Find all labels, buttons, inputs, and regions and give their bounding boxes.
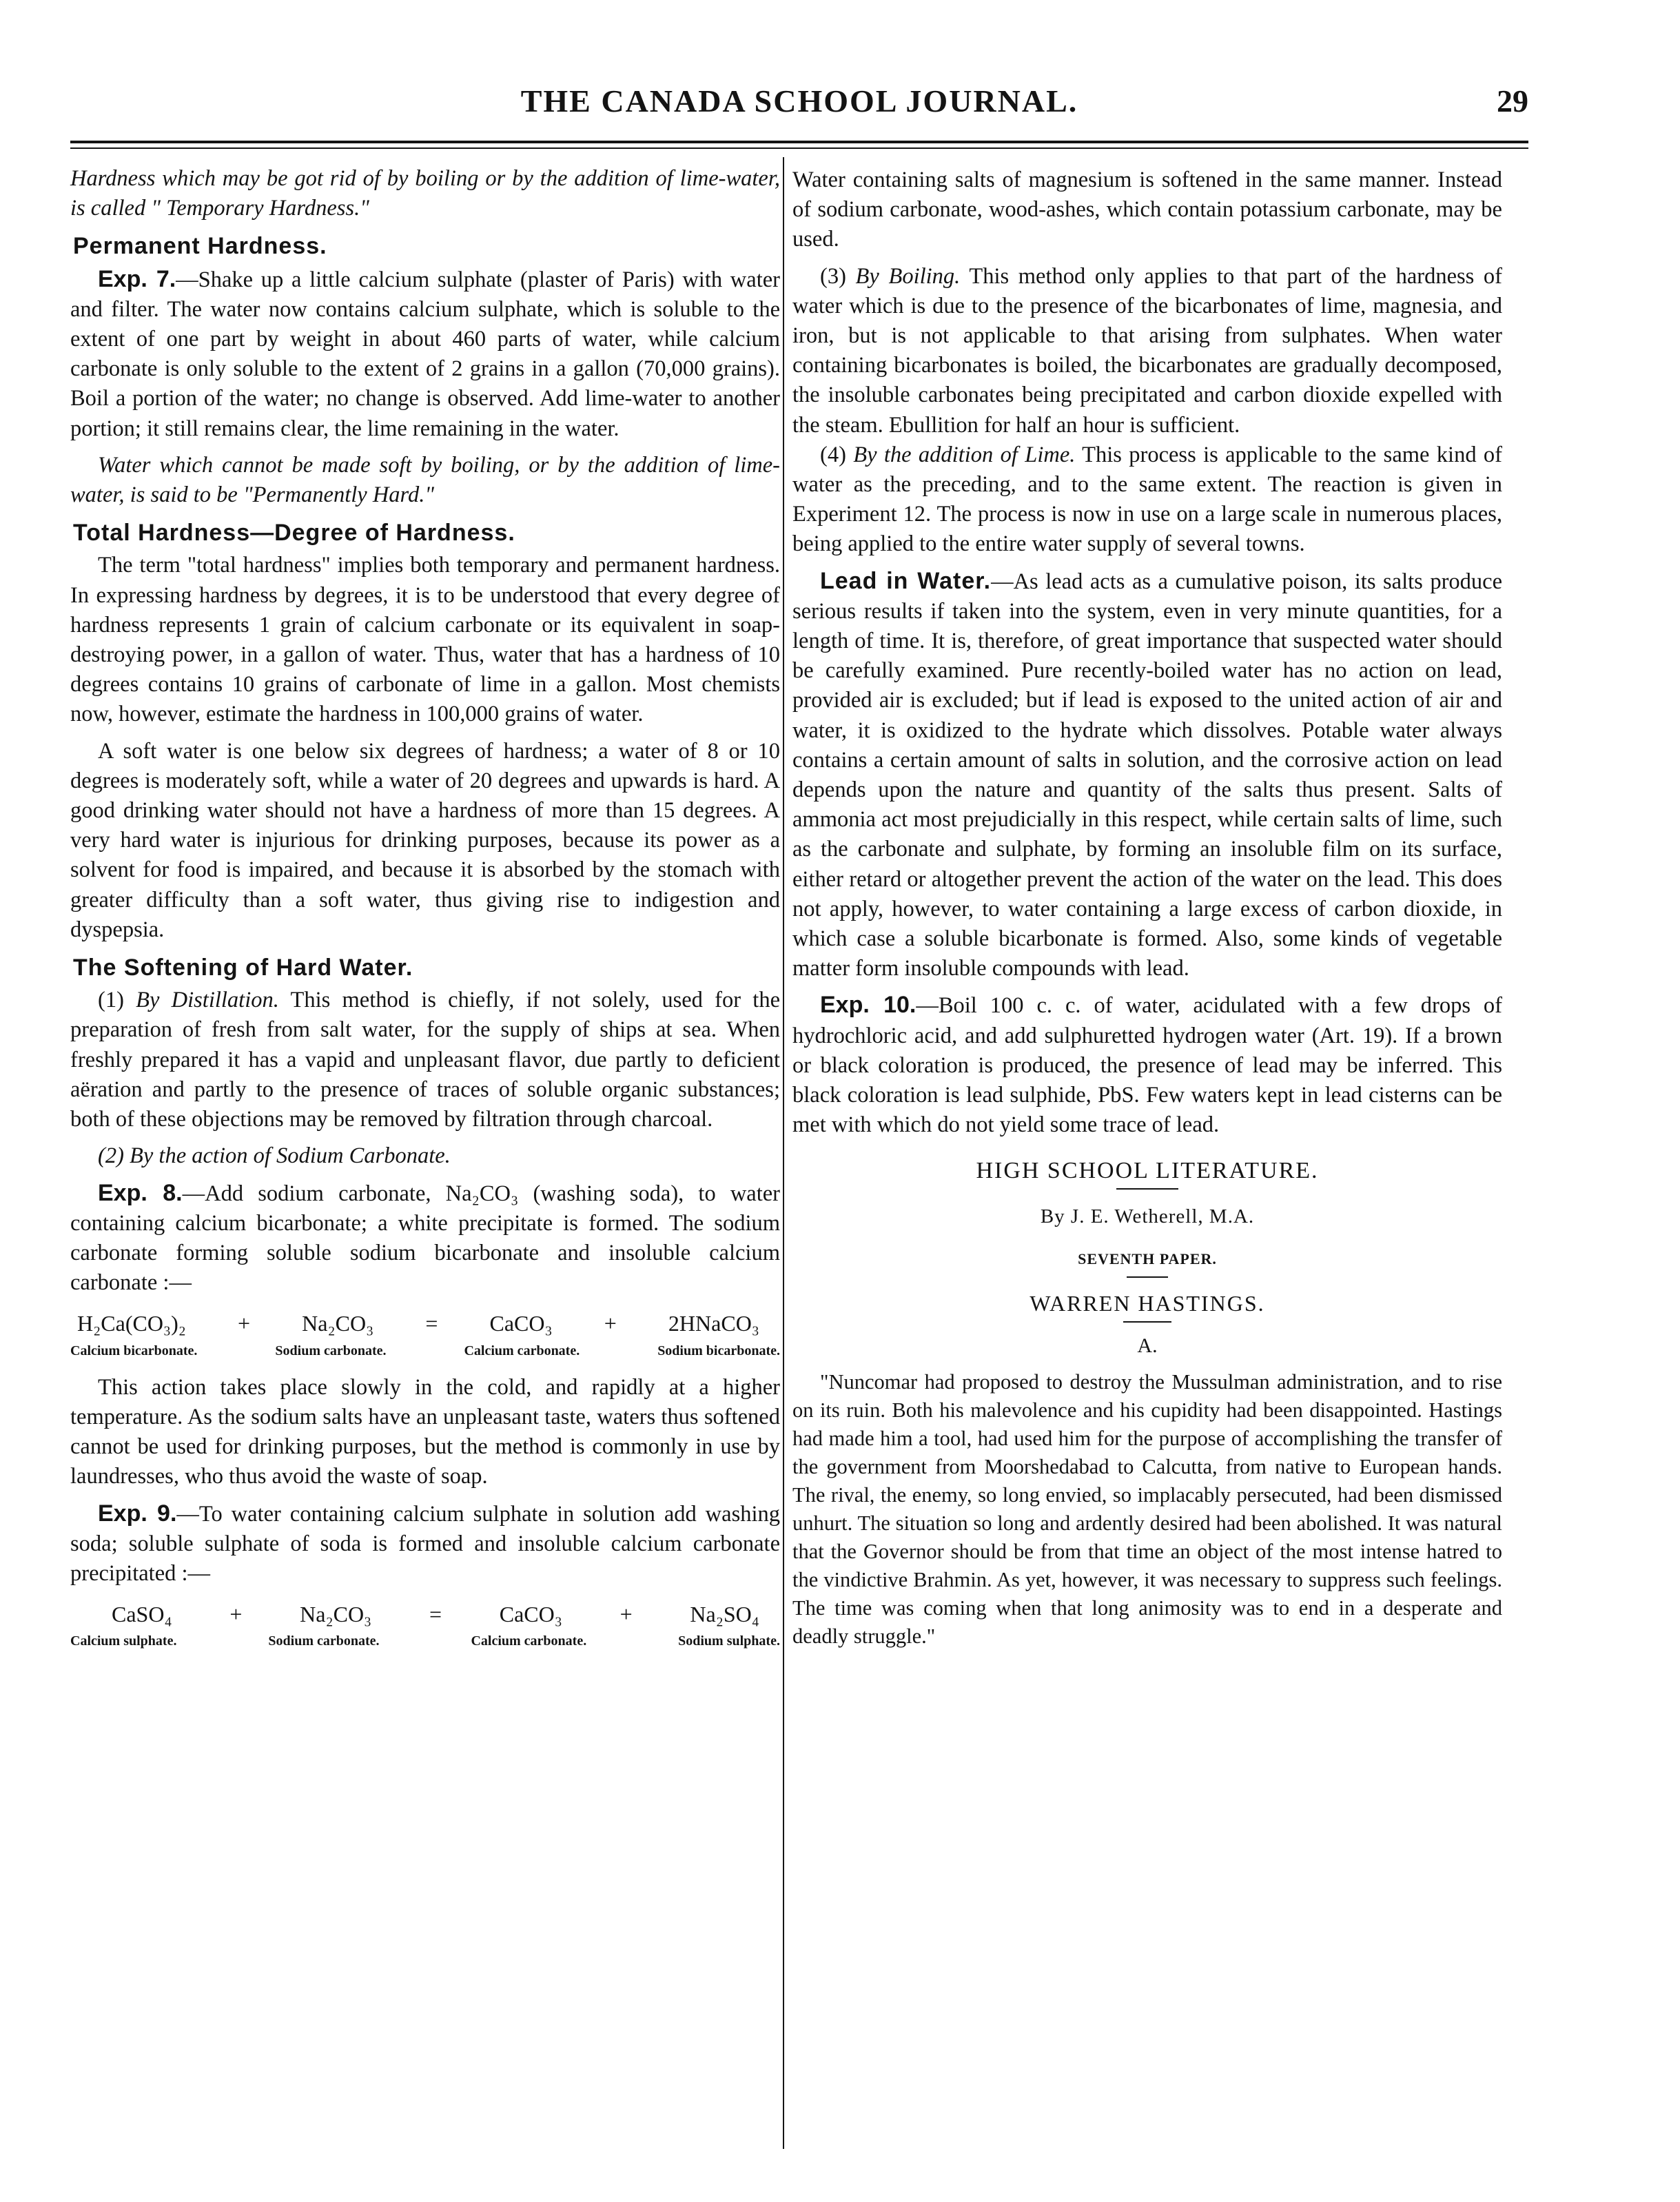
experiment-10 bbox=[792, 990, 1502, 1140]
lime-number: (4) bbox=[820, 442, 854, 467]
equation-2-labels bbox=[70, 1627, 780, 1656]
equation-1-labels bbox=[70, 1336, 780, 1366]
header-rule-top bbox=[70, 141, 1528, 143]
equation-1-label-3: Calcium carbonate. bbox=[464, 1343, 580, 1358]
experiment-8-label: Exp. 8. bbox=[98, 1179, 183, 1206]
experiment-7 bbox=[70, 265, 780, 444]
equation-1-term-4: 2HNaCO₃ bbox=[668, 1311, 759, 1336]
equation-1-term-2: Na₂CO₃ bbox=[302, 1311, 374, 1336]
sodium-carbonate-subheading: (2) By the action of Sodium Carbonate. bbox=[98, 1143, 451, 1169]
experiment-7-text: —Shake up a little calcium sulphate (plaster of Paris) with water and filter. The water now contains calcium sulphate, which is soluble to the extent of one part by weight in about 460 parts of water, while calcium carbonate is only soluble to the extent of 2 grains in a gallon (70,000 grains). Boil a portion of the water; no change is observed. Add lime-water to another portion; it still remains clear, the lime remaining in the water. bbox=[70, 267, 780, 441]
equation-1-label-2: Sodium carbonate. bbox=[275, 1343, 387, 1358]
literature-title-rule bbox=[1116, 1188, 1178, 1190]
experiment-9-text: —To water containing calcium sulphate in solution add washing soda; soluble sulphate of soda is formed and insoluble calcium carbonate precipitated :— bbox=[70, 1501, 780, 1586]
permanent-hardness-definition: Water which cannot be made soft by boiling, or by the addition of lime-water, is said to be "Permanently Hard." bbox=[70, 452, 780, 508]
literature-paper-rule bbox=[1127, 1276, 1168, 1278]
lime-label: By the addition of Lime. bbox=[853, 442, 1076, 467]
distillation-text: This method is chiefly, if not solely, used for the preparation of fresh from salt water, for the supply of ships at sea. When freshly prepared it has a vapid and unpleasant flavor, due partly to deficient aëration and partly to the presence of traces of soluble organic substances; both of these objections may be removed by filtration through charcoal. bbox=[70, 988, 780, 1132]
experiment-9-label: Exp. 9. bbox=[98, 1500, 177, 1527]
heading-permanent-hardness: Permanent Hardness. bbox=[73, 233, 327, 260]
lime-text: This process is applicable to the same kind of water as the preceding, and to the same extent. The reaction is given in Experiment 12. The process is now in use on a large scale in numerous places, being applied to the entire water supply of several towns. bbox=[792, 442, 1502, 557]
lead-in-water-paragraph bbox=[792, 567, 1502, 984]
equation-2-label-1: Calcium sulphate. bbox=[70, 1633, 177, 1649]
equation-2-term-2: Na₂CO₃ bbox=[300, 1602, 372, 1627]
boiling-paragraph bbox=[792, 262, 1502, 440]
header-rule-bottom bbox=[70, 147, 1528, 149]
literature-subject: WARREN HASTINGS. bbox=[1029, 1291, 1265, 1316]
distillation-paragraph bbox=[70, 986, 780, 1134]
boiling-text: This method only applies to that part of the hardness of water which is due to the presence of the bicarbonates of lime, magnesia, and iron, but is not applicable to that arising from sulphates. When water containing bicarbonates is boiled, the bicarbonates are gradually decomposed, the insoluble carbonates being precipitated and carbon dioxide expelled with the steam. Ebullition for half an hour is sufficient. bbox=[792, 263, 1503, 438]
equation-1-label-1: Calcium bicarbonate. bbox=[70, 1343, 198, 1358]
literature-title: HIGH SCHOOL LITERATURE. bbox=[976, 1157, 1319, 1183]
experiment-9 bbox=[70, 1499, 780, 1589]
equation-2 bbox=[70, 1600, 780, 1629]
equation-2-term-4: Na₂SO₄ bbox=[690, 1602, 759, 1627]
equation-2-label-4: Sodium sulphate. bbox=[678, 1633, 780, 1649]
experiment-10-text: —Boil 100 c. c. of water, acidulated with a few drops of hydrochloric acid, and add sulphuretted hydrogen water (Art. 19). If a brown or black coloration is produced, the presence of lead may be inferred. This black coloration is lead sulphide, PbS. Few waters kept in lead cisterns can be met with which do not yield some trace of lead. bbox=[792, 993, 1502, 1138]
total-hardness-paragraph-2: A soft water is one below six degrees of hardness; a water of 8 or 10 degrees is moderately soft, while a water of 20 degrees and upwards is hard. A good drinking water should not have a hardness of more than 15 degrees. A very hard water is injurious for drinking purposes, because its power as a solvent for food is impaired, and because it is absorbed by the stomach with greater difficulty than a soft water, thus giving rise to indigestion and dyspepsia. bbox=[70, 738, 780, 942]
journal-title: THE CANADA SCHOOL JOURNAL. bbox=[520, 83, 1078, 119]
equation-2-label-3: Calcium carbonate. bbox=[471, 1633, 587, 1649]
column-divider bbox=[783, 157, 784, 2149]
distillation-number: (1) bbox=[98, 988, 136, 1013]
total-hardness-paragraph-1: The term "total hardness" implies both temporary and permanent hardness. In expressing hardness by degrees, it is to be understood that every degree of hardness represents 1 grain of calcium carbonate or its equivalent in soap-destroying power, in a gallon of water. Thus, water that has a hardness of 10 degrees contains 10 grains of carbonate of lime in a gallon. Most chemists now, however, estimate the hardness in 100,000 grains of water. bbox=[70, 553, 780, 727]
page-number: 29 bbox=[1497, 83, 1528, 119]
equation-1-term-1: H₂Ca(CO₃)₂ bbox=[77, 1311, 186, 1336]
boiling-number: (3) bbox=[820, 263, 856, 289]
magnesium-paragraph: Water containing salts of magnesium is softened in the same manner. Instead of sodium carbonate, wood-ashes, which contain potassium carbonate, may be used. bbox=[792, 167, 1502, 252]
equation-1-op-2: = bbox=[425, 1311, 438, 1336]
page-header bbox=[69, 77, 1530, 127]
literature-section-label: A. bbox=[1137, 1334, 1158, 1358]
literature-subject-rule bbox=[1123, 1321, 1171, 1323]
lime-paragraph bbox=[792, 440, 1502, 560]
lead-in-water-heading: Lead in Water. bbox=[820, 567, 992, 594]
equation-1-op-1: + bbox=[238, 1311, 251, 1336]
equation-2-op-3: + bbox=[619, 1602, 633, 1627]
experiment-8 bbox=[70, 1179, 780, 1298]
temporary-hardness-definition: Hardness which may be got rid of by boiling or by the addition of lime-water, is called " Temporary Hardness." bbox=[70, 166, 780, 221]
literature-quote: "Nuncomar had proposed to destroy the Mussulman administration, and to rise on its ruin. Both his malevolence and his cupidity had been disappointed. Hastings had made him a tool, had used him for the purpose of accomplishing the transfer of the government from Moorshedabad to Calcutta, from native to European hands. The rival, the enemy, so long envied, so implacably persecuted, had been dismissed unhurt. The situation so long and ardently desired had been abolished. It was natural that the Governor should be from that time an object of the most intense hatred to the vindictive Brahmin. As yet, however, it was necessary to suppress such feelings. The time was coming when that long animosity was to end in a desperate and deadly struggle." bbox=[792, 1369, 1502, 1648]
lead-in-water-text: —As lead acts as a cumulative poison, its salts produce serious results if taken into the system, even in very minute quantities, for a length of time. It is, therefore, of great importance that suspected water should be carefully examined. Pure recently-boiled water has no action on lead, provided air is excluded; but if lead is exposed to the united action of air and water, it is oxidized to the hydrate which dissolves. Potable water always contains a certain amount of salts in solution, and the corrosive action on lead depends upon the nature and quantity of the salts thus present. Salts of ammonia act most prejudicially in this respect, while certain salts of lime, such as the carbonate and sulphate, by forming an insoluble film on its surface, either retard or altogether prevent the action of the water on the lead. This does not apply, however, to water containing a large excess of carbon dioxide, in which case a soluble bicarbonate is formed. Also, some kinds of vegetable matter form insoluble compounds with lead. bbox=[792, 569, 1502, 981]
literature-paper-number: SEVENTH PAPER. bbox=[1078, 1250, 1217, 1267]
experiment-10-label: Exp. 10. bbox=[820, 992, 916, 1019]
equation-1 bbox=[70, 1309, 780, 1338]
heading-total-hardness: Total Hardness—Degree of Hardness. bbox=[73, 520, 515, 547]
equation-1-op-3: + bbox=[604, 1311, 617, 1336]
experiment-8-text: —Add sodium carbonate, Na₂CO₃ (washing soda), to water containing calcium bicarbonate; a white precipitate is formed. The sodium carbonate forming soluble sodium bicarbonate and insoluble calcium carbonate :— bbox=[70, 1181, 780, 1296]
right-column bbox=[792, 165, 1502, 1651]
equation-2-label-2: Sodium carbonate. bbox=[268, 1633, 380, 1649]
equation-1-label-4: Sodium bicarbonate. bbox=[657, 1343, 780, 1358]
literature-author: By J. E. Wetherell, M.A. bbox=[1040, 1205, 1255, 1227]
left-column bbox=[70, 164, 780, 1664]
equation-2-op-1: + bbox=[229, 1602, 243, 1627]
equation-1-term-3: CaCO₃ bbox=[489, 1311, 553, 1336]
experiment-7-label: Exp. 7. bbox=[98, 265, 176, 292]
equation-2-term-1: CaSO₄ bbox=[112, 1602, 172, 1627]
equation-2-term-3: CaCO₃ bbox=[499, 1602, 562, 1627]
after-equation-1-paragraph: This action takes place slowly in the cold, and rapidly at a higher temperature. As the sodium salts have an unpleasant taste, waters thus softened cannot be used for drinking purposes, but the method is commonly in use by laundresses, who thus avoid the waste of soap. bbox=[70, 1374, 780, 1489]
heading-softening: The Softening of Hard Water. bbox=[73, 955, 413, 981]
equation-2-op-2: = bbox=[429, 1602, 442, 1627]
boiling-label: By Boiling. bbox=[855, 263, 961, 289]
distillation-label: By Distillation. bbox=[136, 988, 279, 1013]
